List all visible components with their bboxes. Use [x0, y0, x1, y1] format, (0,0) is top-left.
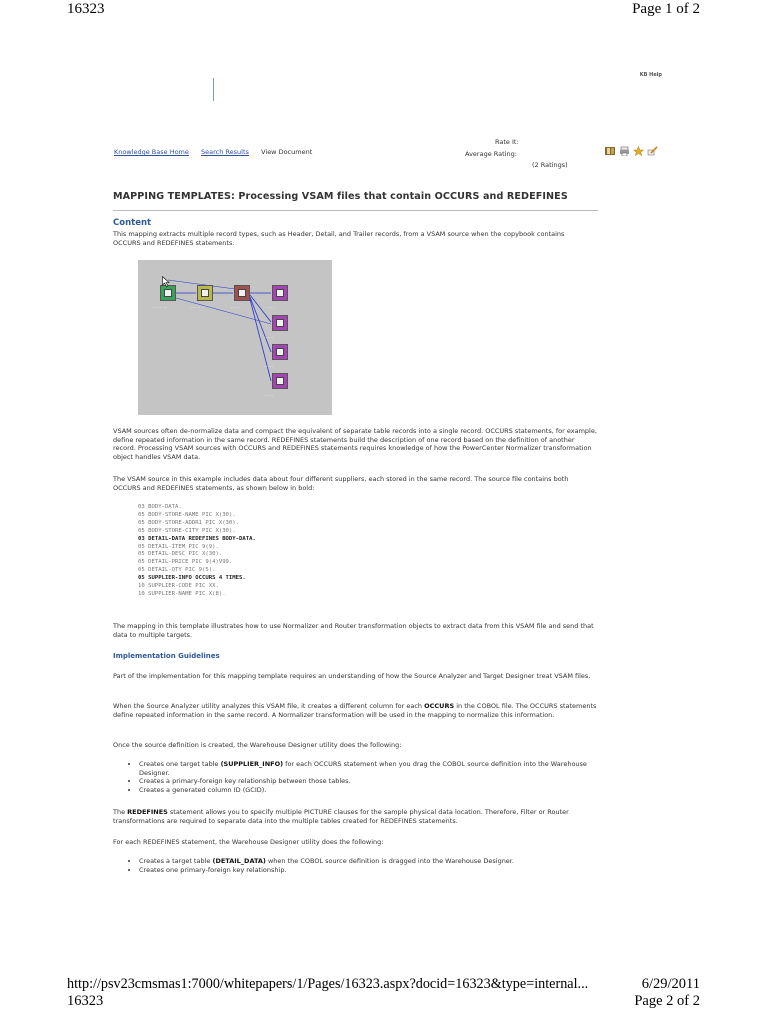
- average-rating-label: Average Rating:: [465, 150, 517, 158]
- print-footer-doc-id: 16323: [67, 993, 104, 1009]
- code-line: 05 BODY-STORE-CITY PIC X(30).: [138, 527, 236, 534]
- normalizer-node[interactable]: [234, 285, 250, 301]
- code-line: 10 SUPPLIER-CODE PIC XX.: [138, 583, 219, 590]
- mapping-paragraph: The mapping in this template illustrates how to use Normalizer and Router transformation objects to extract data from this VSAM file and send that data to multiple targets.: [113, 622, 594, 639]
- node-caption-target-3: ········: [264, 364, 275, 369]
- page-title: MAPPING TEMPLATES: Processing VSAM files that contain OCCURS and REDEFINES: [113, 191, 568, 202]
- code-line: 10 SUPPLIER-NAME PIC X(8).: [138, 590, 226, 597]
- source-paragraph: The VSAM source in this example includes data about four different suppliers, each stored in the same record. The source file contains both OCCURS and REDEFINES statements, as shown below in bold:: [113, 475, 569, 492]
- node-caption-normalizer: ·······: [230, 305, 239, 310]
- view-document-label: View Document: [261, 148, 313, 156]
- impl-paragraph-2: When the Source Analyzer utility analyzes this VSAM file, it creates a different column for each OCCURS in the COBOL file. The OCCURS statements define repeated information in the same record. A Normalizer transformation will be used in the mapping to normalize this information.: [113, 702, 597, 719]
- print-footer-page: Page 2 of 2: [634, 993, 700, 1009]
- list-item: • Creates a target table (DETAIL_DATA) when the COBOL source definition is dragged into the Warehouse Designer.: [139, 857, 601, 866]
- print-header-page: Page 1 of 2: [632, 1, 700, 17]
- content-heading: Content: [113, 218, 152, 228]
- target-node-1[interactable]: [272, 285, 288, 301]
- print-header-doc-id: 16323: [67, 1, 105, 17]
- code-line: 03 DETAIL-DATA REDEFINES BODY-DATA.: [138, 535, 256, 542]
- code-line: 05 DETAIL-ITEM PIC 9(9).: [138, 543, 219, 550]
- edit-icon[interactable]: [647, 146, 658, 156]
- search-results-link[interactable]: Search Results: [201, 148, 249, 156]
- star-icon[interactable]: [633, 146, 644, 156]
- impl-paragraph-4: The REDEFINES statement allows you to specify multiple PICTURE clauses for the sample physical data location. Therefore, Filter or Router transformations are required to separate data into the multiple tables created for REDEFINES statements.: [113, 808, 569, 825]
- code-line: 03 BODY-DATA.: [138, 504, 182, 510]
- printer-icon[interactable]: [619, 146, 630, 156]
- source-qualifier-node[interactable]: [197, 285, 213, 301]
- bullet-list-1: [113, 760, 601, 794]
- source-node[interactable]: [160, 285, 176, 301]
- node-caption-source: ········ ···: [152, 305, 168, 310]
- node-caption-target-2: ········: [264, 335, 275, 340]
- list-item: • Creates a generated column ID (GCID).: [139, 786, 601, 795]
- mapping-diagram: [138, 260, 332, 415]
- impl-paragraph-1: Part of the implementation for this mapping template requires an understanding of how the Source Analyzer and Target Designer treat VSAM files.: [113, 672, 591, 680]
- code-line: 05 BODY-STORE-NAME PIC X(30).: [138, 511, 236, 518]
- target-node-3[interactable]: [272, 344, 288, 360]
- kb-home-link[interactable]: Knowledge Base Home: [114, 148, 189, 156]
- header-divider: [213, 78, 214, 101]
- node-caption-target-4: ········: [264, 393, 275, 398]
- code-line: 05 BODY-STORE-ADDR1 PIC X(30).: [138, 519, 240, 526]
- intro-text: This mapping extracts multiple record types, such as Header, Detail, and Trailer records, from a VSAM source when the copybook contains OCCURS and REDEFINES statements.: [113, 230, 565, 247]
- list-item: • Creates a primary-foreign key relationship between those tables.: [139, 777, 601, 786]
- code-line: 05 DETAIL-PRICE PIC 9(4)V99.: [138, 559, 233, 566]
- vsam-paragraph: VSAM sources often de-normalize data and compact the equivalent of separate table records into a single record. OCCURS statements, for example, define repeated information in the same record. REDEFINES statements build the description of one record based on the definition of another record. Processing VSAM sources with OCCURS and REDEFINES statements requires knowledge of how the PowerCenter Normalizer transformation object handles VSAM data.: [113, 427, 597, 461]
- title-divider: [113, 210, 598, 211]
- ratings-count: (2 Ratings): [532, 161, 568, 169]
- toolbar: [604, 146, 658, 156]
- impl-paragraph-3: Once the source definition is created, the Warehouse Designer utility does the following:: [113, 741, 402, 749]
- code-line: 05 DETAIL-QTY PIC 9(5).: [138, 567, 216, 574]
- code-line: 05 SUPPLIER-INFO OCCURS 4 TIMES.: [138, 575, 246, 582]
- breadcrumb: [114, 148, 312, 156]
- print-footer-date: 6/29/2011: [641, 976, 700, 992]
- bullet-list-2: [113, 857, 601, 874]
- book-icon[interactable]: [604, 146, 616, 156]
- target-node-4[interactable]: [272, 373, 288, 389]
- list-item: • Creates one primary-foreign key relationship.: [139, 866, 601, 875]
- node-caption-target-1: ·······: [266, 305, 275, 310]
- rate-it-label: Rate It:: [495, 138, 519, 146]
- code-line: 05 DETAIL-DESC PIC X(30).: [138, 551, 223, 558]
- cursor-icon: [162, 276, 170, 287]
- implementation-heading: Implementation Guidelines: [113, 652, 220, 660]
- code-block: [138, 504, 256, 599]
- kb-help-link[interactable]: KB Help: [639, 72, 662, 78]
- target-node-2[interactable]: [272, 315, 288, 331]
- link-extra-2: [176, 298, 271, 324]
- impl-paragraph-5: For each REDEFINES statement, the Warehouse Designer utility does the following:: [113, 838, 384, 846]
- node-caption-qualifier: ········ ··: [190, 305, 204, 310]
- print-footer-url: http://psv23cmsmas1:7000/whitepapers/1/Pages/16323.aspx?docid=16323&type=internal...: [67, 976, 589, 992]
- list-item: • Creates one target table (SUPPLIER_INFO) for each OCCURS statement when you drag the COBOL source definition into the Warehouse Designer.: [139, 760, 601, 777]
